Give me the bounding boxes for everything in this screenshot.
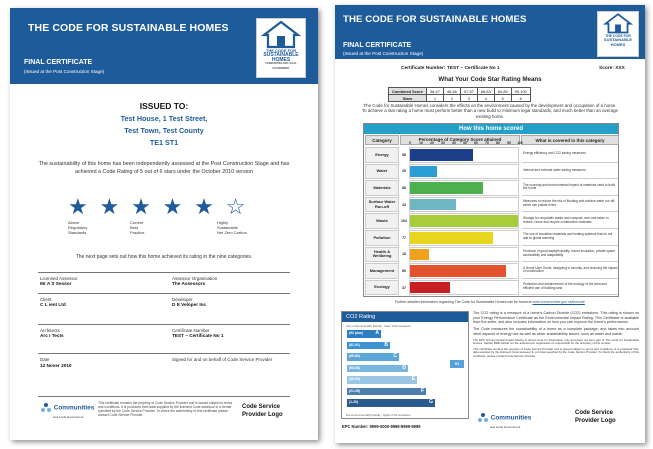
percentage-tick-label: 100 <box>517 141 523 145</box>
star-filled-icon: ★ <box>194 194 214 219</box>
percentage-tick-label: 40 <box>452 141 456 145</box>
divider <box>38 324 290 325</box>
assessor-org-value: The Assessors <box>172 281 206 286</box>
co2-band-letter: A <box>375 330 379 336</box>
category-description: Internal and external water saving measures <box>522 164 618 180</box>
next-page-note: The next page sets out how this home achieved its rating in the nine categories. <box>75 254 253 260</box>
licensed-assessor-label: Licensed Assessor <box>40 276 78 281</box>
category-name: Ecology <box>365 280 399 296</box>
category-bar-track <box>409 247 519 263</box>
table-cell: 84-89 <box>494 88 511 95</box>
category-column-header: Category <box>365 135 399 145</box>
page2-cert-number: Certificate Number: TEST – Certificate No 1 <box>401 66 500 71</box>
table-cell: Stars <box>389 95 427 102</box>
percentage-tick-label: 60 <box>474 141 478 145</box>
epc-number: EPC Number: 9999-0000-9999-9999-9999 <box>342 424 421 429</box>
co2-marker: 91 <box>450 360 464 368</box>
co2-rating-panel <box>341 311 469 419</box>
category-bar-track <box>409 213 519 229</box>
co2-band-letter: C <box>393 353 397 359</box>
star-label-text: Current <box>130 220 144 225</box>
communities-dots-icon <box>477 412 489 424</box>
star-label-text: Above <box>68 220 80 225</box>
category-description: Energy efficiency and CO2 saving measures <box>522 147 618 163</box>
provider-logo-1: Code Service <box>575 410 614 416</box>
category-description: Storage for recyclable waste and compost, and care taken to reduce, reuse and recycle construction materials <box>522 213 618 229</box>
table-cell: 1 <box>426 95 443 102</box>
co2-band <box>347 342 390 350</box>
category-score: 104 <box>401 219 407 224</box>
logo-line-4: COMMUNITIES AND LOCAL GOVERNMENT <box>265 62 297 70</box>
cert-number-value: TEST – Certificate No 1 <box>172 333 224 338</box>
header-subtitle: FINAL CERTIFICATE <box>343 42 412 49</box>
category-bar <box>410 249 429 261</box>
table-row <box>389 88 531 95</box>
divider <box>38 272 290 273</box>
co2-para-4: This certificate remains the property of Code Service Provider and is issued subject to terms and conditions. It is produced from data supplied by the licensed Code assessor in a format specified by the Code Service Provider. To check the authenticity of this certificate, please contact Code Service Provider. <box>473 346 639 358</box>
issued-heading: ISSUED TO: <box>139 101 189 111</box>
address-line-1: Test House, 1 Test Street, <box>120 114 208 123</box>
logo-line-3: HOMES <box>271 56 291 63</box>
communities-dots-icon <box>40 402 52 414</box>
page2-intro: The Code for Sustainable Homes considers the effects on the environment caused by the development and occupation of a home. To achieve a star rating a home must perform better than a new build to minimum legal standards, and much better than an average existing home. <box>361 103 618 119</box>
category-name: Waste <box>365 213 399 229</box>
further-link[interactable]: www.communities.gov.uk/thecode <box>532 300 585 304</box>
category-score: 77 <box>402 235 406 240</box>
category-bar-track <box>409 230 519 246</box>
category-name: Energy <box>365 147 399 163</box>
star-filled-icon: ★ <box>68 194 88 219</box>
code-logo <box>597 11 639 57</box>
category-score: 43 <box>402 202 406 207</box>
category-bar <box>410 282 450 294</box>
co2-band <box>347 388 426 396</box>
star-label-text: Sustainable <box>217 225 238 230</box>
certificate-page-1 <box>10 8 318 440</box>
communities-name: Communities <box>490 414 532 422</box>
co2-band <box>347 353 399 361</box>
category-score-panel <box>363 123 619 297</box>
date-value: 12 Nover 2010 <box>40 363 72 368</box>
provider-logo-2: Provider Logo <box>575 418 616 424</box>
category-bar-track <box>409 180 519 196</box>
co2-band-range: (1-20) <box>349 400 359 404</box>
developer-label: Developer <box>172 297 193 302</box>
logo-line-2: SUSTAINABLE <box>263 52 299 59</box>
code-logo <box>256 18 306 78</box>
category-name: Water <box>365 164 399 180</box>
architects-value: Arc I Tects <box>40 333 64 338</box>
co2-band-letter: F <box>420 387 424 394</box>
table-cell: 2 <box>443 95 460 102</box>
logo-line-3: HOMES <box>610 41 626 47</box>
category-description: The sourcing and environmental impact of materials used to build the home <box>522 180 618 196</box>
communities-sub: and Local Government <box>53 415 84 419</box>
star-filled-icon: ★ <box>99 194 120 219</box>
header-stage: (Issued at the Post Construction Stage) <box>24 69 105 74</box>
developer-value: D E Veloper Inc <box>172 302 207 307</box>
co2-band-letter: E <box>411 376 415 382</box>
provider-logo-2: Provider Logo <box>242 412 283 418</box>
category-bar-track <box>409 280 519 296</box>
star-label-text: Best <box>130 225 139 230</box>
header-title: THE CODE FOR SUSTAINABLE HOMES <box>343 14 527 25</box>
co2-band-range: (55-68) <box>349 365 360 370</box>
score-panel-title: How this home scored <box>364 124 618 134</box>
table-cell: 36-47 <box>426 88 443 95</box>
date-label: Date <box>40 357 50 362</box>
star-label-above <box>68 220 87 235</box>
co2-para-2: The Code measures the sustainability of a home as a complete package, and takes into account other aspects of energy use as well as wider sustainability issues, such as water and waste. <box>473 327 639 336</box>
category-description: A Home User Guide, designing in security, and reducing the impact of construction <box>522 263 618 279</box>
client-value: C L ient Ltd <box>40 302 66 307</box>
category-bar <box>410 232 493 244</box>
table-cell: 5 <box>494 95 511 102</box>
star-label-text: Regulatory <box>68 225 88 230</box>
category-score: 18 <box>402 252 406 257</box>
star-filled-icon: ★ <box>131 194 151 219</box>
communities-name: Communities <box>53 404 95 412</box>
star-label-highly <box>217 220 247 235</box>
category-description: The use of insulation materials and heating systems that do not add to global warming <box>522 230 618 246</box>
logo-line-1: THE CODE FOR <box>605 34 631 38</box>
co2-top-note: Very environmentally friendly - lower CO2 emissions <box>346 324 411 328</box>
co2-band-letter: G <box>429 399 433 405</box>
star-label-text: Practice <box>130 230 145 235</box>
category-bar <box>410 215 518 227</box>
category-bar-track <box>409 164 519 180</box>
category-bar <box>410 149 473 161</box>
co2-band <box>347 376 417 384</box>
table-cell: 6 <box>511 95 530 102</box>
certificate-page-2 <box>335 5 645 443</box>
divider <box>38 396 290 397</box>
table-cell: Combined Score <box>389 88 427 95</box>
category-score: 89 <box>402 268 406 273</box>
co2-band <box>347 330 381 338</box>
co2-band <box>347 399 435 407</box>
category-description: Provision of good daylight quality, sound insulation, private space, accessibility and adaptability <box>522 247 618 263</box>
category-description: Measures to reduce the risk of flooding and surface water run-off, which can pollute rivers <box>522 197 618 213</box>
covered-column-header: What is covered in this category <box>521 135 619 145</box>
star-rating-heading: What Your Code Star Rating Means <box>438 76 542 83</box>
category-score: 58 <box>402 152 406 157</box>
divider <box>38 293 290 294</box>
table-cell: 68-83 <box>477 88 494 95</box>
star-label-text: Highly <box>217 220 229 225</box>
co2-title: CO2 Rating <box>342 312 468 322</box>
category-score: 68 <box>402 185 406 190</box>
category-bar-track <box>409 197 519 213</box>
client-label: Client <box>40 297 52 302</box>
score-star-table <box>388 87 531 102</box>
co2-explanation <box>473 311 639 358</box>
table-cell: 4 <box>477 95 494 102</box>
table-cell: 48-56 <box>443 88 460 95</box>
table-cell: 90-100 <box>511 88 530 95</box>
header-stage: (Issued at the Post Construction Stage) <box>343 51 424 56</box>
category-name: Management <box>365 263 399 279</box>
co2-bottom-note: Not environmentally friendly - higher CO2 emissions <box>346 413 411 417</box>
co2-band-range: (92 plus) <box>349 331 363 335</box>
percentage-tick-label: 30 <box>441 141 445 145</box>
star-label-text: Standards <box>68 230 87 235</box>
percentage-tick-label: 70 <box>485 141 489 145</box>
category-name: Pollution <box>365 230 399 246</box>
category-bar <box>410 199 456 211</box>
star-label-current <box>130 220 144 235</box>
signed-text: Signed for and on behalf of Code Service Provider <box>172 357 273 362</box>
architects-label: Architects <box>40 328 60 333</box>
table-cell: 57-67 <box>460 88 477 95</box>
divider <box>38 353 290 354</box>
house-logo-icon <box>261 19 301 49</box>
logo-line-2: SUSTAINABLE <box>603 37 633 43</box>
category-bar-track <box>409 263 519 279</box>
co2-band-letter: B <box>384 341 388 348</box>
cert-number-label: Certificate Number <box>172 328 210 333</box>
header-subtitle: FINAL CERTIFICATE <box>24 59 93 66</box>
percentage-tick-label: 0 <box>409 141 411 145</box>
category-bar <box>410 265 506 277</box>
percentage-tick-label: 80 <box>496 141 500 145</box>
licensed-assessor-value: Mr A S Sessor <box>40 281 72 286</box>
co2-band-letter: D <box>402 364 406 371</box>
co2-para-3: The EPC Environmental Impact Rating is shown here for information only and does not form part of The Code for Sustainable Homes. Neither BRE Global nor the assessment organisation is responsible for the accuracy of this number. <box>473 337 639 346</box>
page2-score: Score: XXX <box>599 66 625 71</box>
co2-band-range: (21-38) <box>349 388 360 393</box>
page2-header <box>335 5 645 59</box>
category-description: Protection and enhancement of the ecology of the area and efficient use of building land <box>522 280 618 296</box>
category-bar <box>410 182 483 194</box>
percentage-header-text: Percentage of Category Score attained <box>418 136 502 142</box>
provider-logo-1: Code Service <box>242 404 281 410</box>
table-cell: 3 <box>460 95 477 102</box>
logo-line-1: THE CODE FOR <box>265 48 297 53</box>
co2-para-1: The CO2 rating is a measure of a home's Carbon Dioxide (CO2) emissions. This rating is shown on your Energy Performance Certificate as the Environmental Impact Rating. This Certificate is available from the seller, and also includes information on how you can improve the home's performance. <box>473 311 639 325</box>
co2-band-range: (39-54) <box>349 377 360 381</box>
header-title: THE CODE FOR SUSTAINABLE HOMES <box>28 22 229 34</box>
communities-logo <box>477 412 531 430</box>
co2-band <box>347 365 408 373</box>
communities-sub: and Local Government <box>490 425 521 429</box>
category-name: Health & Wellbeing <box>365 247 399 263</box>
star-empty-icon: ☆ <box>225 194 246 219</box>
address-line-3: TE1 ST1 <box>149 138 179 147</box>
percentage-tick-label: 50 <box>463 141 467 145</box>
percentage-tick-label: 10 <box>419 141 423 145</box>
page1-header <box>10 8 318 84</box>
percentage-tick-label: 90 <box>507 141 511 145</box>
category-name: Surface Water Run-off <box>365 197 399 213</box>
assessment-text: The sustainability of this home has been independently assessed at the Post Construction Stage and has achieved a Code Rating of 5 out of 6 stars under the October 2010 version <box>38 161 290 175</box>
house-logo-icon <box>602 12 634 34</box>
communities-logo <box>40 402 94 420</box>
star-label-text: Net Zero Carbon <box>217 230 247 235</box>
co2-band-range: (69-80) <box>349 354 360 358</box>
further-info <box>335 300 645 304</box>
category-bar <box>410 166 437 178</box>
assessor-org-label: Assessor Organisation <box>172 276 218 281</box>
category-bar-track <box>409 147 519 163</box>
category-score: 37 <box>402 285 406 290</box>
further-text: Further detailed information regarding The Code for Sustainable Homes can be found at <box>395 300 532 304</box>
percentage-tick-label: 20 <box>430 141 434 145</box>
category-name: Materials <box>365 180 399 196</box>
category-score: 25 <box>402 169 406 174</box>
footer-disclaimer: This certificate remains the property of Code Service Provider and is issued subject to terms and conditions. It is produced from data supplied by the licensed Code assessor in a format specified by the Code Service Provider. To check the authenticity of this certificate please contact Code Service Provider. <box>98 401 233 417</box>
table-row <box>389 95 531 102</box>
co2-band-range: (81-91) <box>349 342 360 347</box>
address-line-2: Test Town, Test County <box>124 126 204 135</box>
star-filled-icon: ★ <box>162 194 183 219</box>
